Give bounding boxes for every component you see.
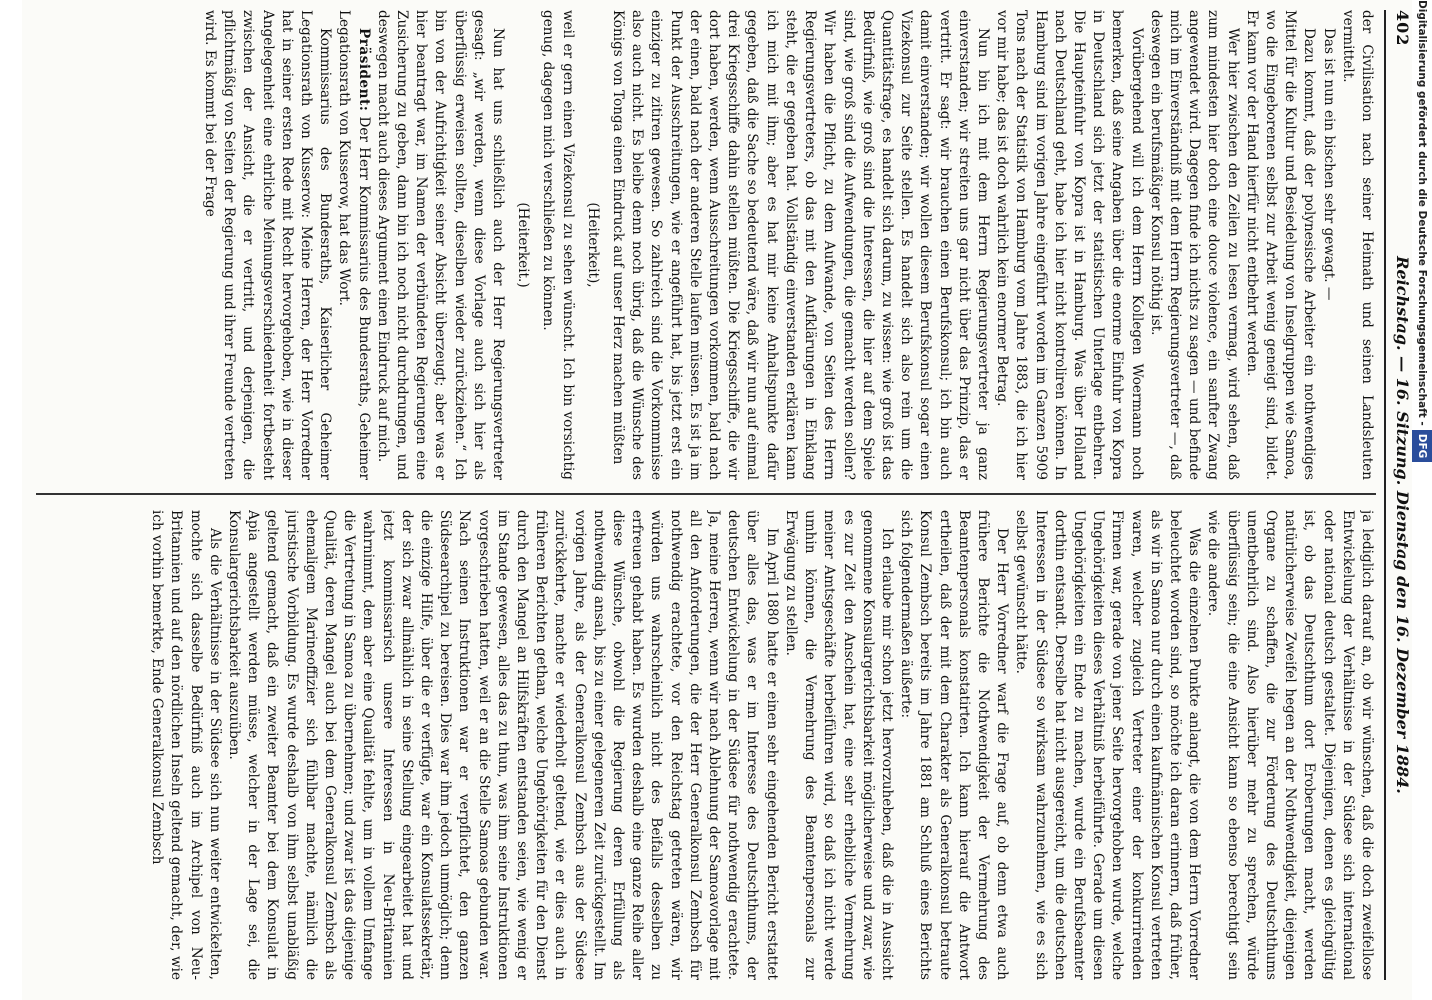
quoted-paragraph: Ich erlaube mir schon jetzt hervorzuheben, daß die in Aussicht genommene Konsulargerichtsbarkeit möglicherweise und zwar, wie es zur Zeit den Anschein hat, eine sehr erhebliche Vermehrung meiner Amtsgeschäfte herbeiführen wird, so daß ich nicht werde umhin können, die Vermehrung des Beamtenpersonals zur Erwägung zu stellen. xyxy=(782,510,895,980)
paragraph: Wer hier zwischen den Zeilen zu lesen vermag, wird sehen, daß zum mindesten hier doch eine douce violence, ein sanfter Zwang angewendet wird. Dagegen finde ich nichts zu sagen — und befinde mich im Einverständniß mit dem Herrn Regierungsvertreter —, daß deswegen ein berufsmäßiger Konsul nöthig ist. xyxy=(1147,10,1241,480)
president-paragraph xyxy=(334,10,372,480)
column-divider xyxy=(36,493,1376,495)
paragraph: weil er gern einen Vizekonsul zu sehen wünscht. Ich bin vorsichtig genug, dagegen mich verschließen zu können. xyxy=(540,10,576,480)
speaker-label: Präsident: xyxy=(355,28,372,112)
paragraph: Was die einzelnen Punkte anlangt, die von dem Herrn Vorredner beleuchtet worden sind, so möchte ich daran erinnern, daß früher, als wir in Samoa nur durch einen kaufmännischen Konsul vertreten waren, welcher zugleich Vertreter einer der konkurrirenden Firmen war, gerade von jener Seite hervorgehoben wurde, welche Ungehörigkeiten dieses Verhältniß herbeiführte. Gerade um diesen Ungehörigkeiten ein Ende zu machen, wurde ein Berufsbeamter dorthin entsandt. Derselbe hat nicht ausgereicht, um die deutschen Interessen in der Südsee so wirksam wahrzunehmen, wie es sich selbst gewünscht hätte. xyxy=(1013,510,1203,980)
paragraph-text: Der Herr Kommissarius des Bundesraths, Geheimer Legationsrath von Kusserow, hat das Wort. xyxy=(336,10,372,480)
laughter-note: (Heiterkeit.) xyxy=(515,202,532,288)
commissioner-paragraph xyxy=(200,10,334,480)
paragraph: Dazu kommt, daß der polynesische Arbeiter ein nothwendiges Mittel für die Kultur und Besiedelung von Inselgruppen wie Samoa, wo die Eingeborenen selbst zur Arbeit wenig geneigt sind, bildet. Er kann vor der Hand hierfür nicht entbehrt werden. xyxy=(1243,10,1318,480)
paragraph: Vorübergehend will ich dem Herrn Kollegen Woermann noch bemerken, daß seine Angaben über die enorme Einfuhr von Kopra in Deutschland sich jetzt der statistischen Unterlage entbehren. Die Haupteinfuhr von Kopra ist in Hamburg. Was über Holland nach Deutschland geht, habe ich hier nicht kontroliren können. In Hamburg sind im vorigen Jahre eingeführt worden im Ganzen 5909 Tons nach der Statistik von Hamburg vom Jahre 1883, die ich hier vor mir habe; das ist doch wahrlich kein enormer Betrag. xyxy=(994,10,1145,480)
paragraph: Der Herr Vorredner warf die Frage auf, ob denn etwa auch frühere Berichte die Nothwendigkeit der Vermehrung des Beamtenpersonals konstatirten. Ich kann hierauf die Antwort ertheilen, daß der mit dem Charakter als Generalkonsul betraute Konsul Zembsch bereits im Jahre 1881 am Schluß eines Berichts sich folgendermaßen äußerte: xyxy=(898,510,1011,980)
paragraph: Im April 1880 hatte er einen sehr eingehenden Bericht erstattet über alles das, was er im Interesse des Deutschthums, der deutschen Entwickelung in der Südsee für nothwendig erachtete. Ja, meine Herren, wenn wir nach Ablehnung der Samoavorlage mit all den Anforderungen, die der Herr Generalkonsul Zembsch für nothwendig erachtete, vor den Reichstag getreten wären, wir würden uns wahrscheinlich nicht des Beifalls desselben zu erfreuen gehabt haben. Es wurden deshalb eine ganze Reihe aller diese Wünsche, obwohl die Regierung deren Erfüllung als nothwendig ansah, bis zu einer gelegeneren Zeit zurückgestellt. Im vorigen Jahre, als der Generalkonsul Zembsch aus der Südsee zurückkehrte, machte er wiederholt geltend, wie er dies auch in früheren Berichten gethan, welche Ungehörigkeiten für den Dienst durch den Mangel an Hilfskräften entstanden seien, wie wenig er im Stande gewesen, alles das zu thun, was ihm seine Instruktionen vorgeschrieben hatten, weil er an die Stelle Samoas gebunden war. Nach seinen Instruktionen war er verpflichtet, den ganzen Südseearchipel zu bereisen. Dies war ihm jedoch unmöglich; denn die einzige Hilfe, über die er verfügte, war ein Konsulatssekretär, der sich zwar allmählich in seine Stellung eingearbeitet hat und jetzt kommissarisch unsere Interessen in Neu-Britannien wahrnimmt, dem aber eine Qualität fehlte, um in vollem Umfange die Vertretung in Samoa zu übernehmen; und zwar ist das diejenige Qualität, deren Mangel auch bei dem Generalkonsul Zembsch als ehemaligem Marineoffizier sich fühlbar machte, nämlich die juristische Vorbildung. Es wurde deshalb von ihm selbst unabläßig geltend gemacht, daß ein zweiter Beamter bei dem Konsulat in Apia angestellt werden müsse, welcher in der Lage sei, die Konsulargerichtsbarkeit auszuüben. xyxy=(226,510,780,980)
paragraph: Nun hat uns schließlich auch der Herr Regierungsvertreter gesagt: „wir werden, wenn diese Vorlage auch sich hier als überflüssig erweisen sollten, dieselben wieder zurückziehen.“ Ich bin von der Aufrichtigkeit seiner Absicht überzeugt; aber was er hier beantragt war, im Namen der verbündeten Regierungen eine Zusicherung zu geben, dann bin ich noch nicht durchdrungen, und deswegen macht auch dieses Argument einen Eindruck auf mich. xyxy=(374,10,507,480)
scanned-page xyxy=(22,0,1432,1000)
right-column xyxy=(36,510,1376,980)
speaker-intro: Kommissarius des Bundesraths, Kaiserlicher Geheimer Legationsrath von Kusserow: xyxy=(298,10,334,480)
digitization-credit-strip xyxy=(1412,0,1432,1000)
laughter-note: (Heiterkeit), xyxy=(584,202,601,288)
paragraph: Das ist nun ein bischen sehr gewagt. — xyxy=(1320,28,1337,301)
paragraph-text: Meine Herren, der Herr Vorredner hat in seiner ersten Rede mit Recht hervorgehoben, wie in dieser Angelegenheit eine ehrliche Meinungsverschiedenheit fortbesteht zwischen der Ansicht, die er vertritt, und derjenigen, die pflichtmäßig von Seiten der Regierung und ihrer Freunde vertreten wird. Es kommt bei der Frage xyxy=(202,10,315,480)
running-head: Reichstag. — 16. Sitzung. Dienstag den 16. Dezember 1884. xyxy=(1393,256,1412,794)
paragraph: Als die Verhältnisse in der Südsee sich nun weiter entwickelten, mochte sich dasselbe Bedürfniß auch im Archipel von Neu-Britannien und auf den nördlichen Inseln geltend gemacht, der, wie ich vorhin bemerkte, Ende Generalkonsul Zembsch xyxy=(149,510,223,980)
paragraph: ja lediglich darauf an, ob wir wünschen, daß die doch zweifellose Entwickelung der Verhältnisse in der Südsee sich international oder national deutsch gestaltet. Diejenigen, denen es gleichgültig ist, ob das Deutschthum dort Eroberungen macht, werden natürlicherweise Zweifel hegen an der Nothwendigkeit, diejenigen Organe zu schaffen, die zur Förderung des Deutschthums unentbehrlich sind. Also hierüber mehr zu sprechen, würde überflüssig sein; die eine Ansicht kann so ebenso berechtigt sein wie die andere. xyxy=(1205,510,1375,980)
left-column xyxy=(36,10,1376,480)
paragraph: Nun bin ich mit dem Herrn Regierungsvertreter ja ganz einverstanden; wir streiten uns gar nicht über das Prinzip, das er vertritt. Er sagt: wir brauchen einen Berufskonsul; ich bin auch damit einverstanden; wir wollen diesem Berufskonsul sogar einen Vizekonsul zur Seite stellen. Es handelt sich also rein um die Quantitätsfrage, es handelt sich darum, zu wissen: wie groß ist das Bedürfniß, wie groß sind die Interessen, die hier auf dem Spiele sind, wie groß sind die Aufwendungen, die gemacht werden sollen? Wir haben die Pflicht, zu dem Aufwande, von Seiten des Herrn Regierungsvertreters, ob das mit den Aufklärungen in Einklang steht, die er gegeben hat. Vollständig einverstanden erklären kann ich mich mit ihm; aber es hat mir keine Anhaltspunkte dafür gegeben, daß die Sache so bedeutend wäre, daß wir nun auf einmal drei Kriegsschiffe dahin stellen müßten. Die Kriegsschiffe, die wir dort haben, werden, wenn Ausschreitungen vorkommen, bald nach der einen, bald nach der anderen Stelle laufen müssen. Es ist ja im Punkt der Ausschreitungen, wie er angeführt hat, bis jetzt erst ein einziger zu zitiren gewesen. So zahlreich sind die Vorkommnisse also auch nicht. Es bleibe denn noch übrig, daß die Wünsche des Königs von Tonga einen Eindruck auf unser Herz machen müßten xyxy=(610,10,991,480)
digitization-credit xyxy=(1412,0,1432,1000)
dfg-logo: DFG xyxy=(1412,430,1432,463)
paragraph: der Civilisation nach seiner Heimath und seinen Landsleuten vermittelt. xyxy=(1339,10,1375,480)
credit-text: Digitalisierung gefördert durch die Deutsche Forschungsgemeinschaft - xyxy=(1416,0,1428,426)
page-number: 402 xyxy=(1393,10,1412,47)
